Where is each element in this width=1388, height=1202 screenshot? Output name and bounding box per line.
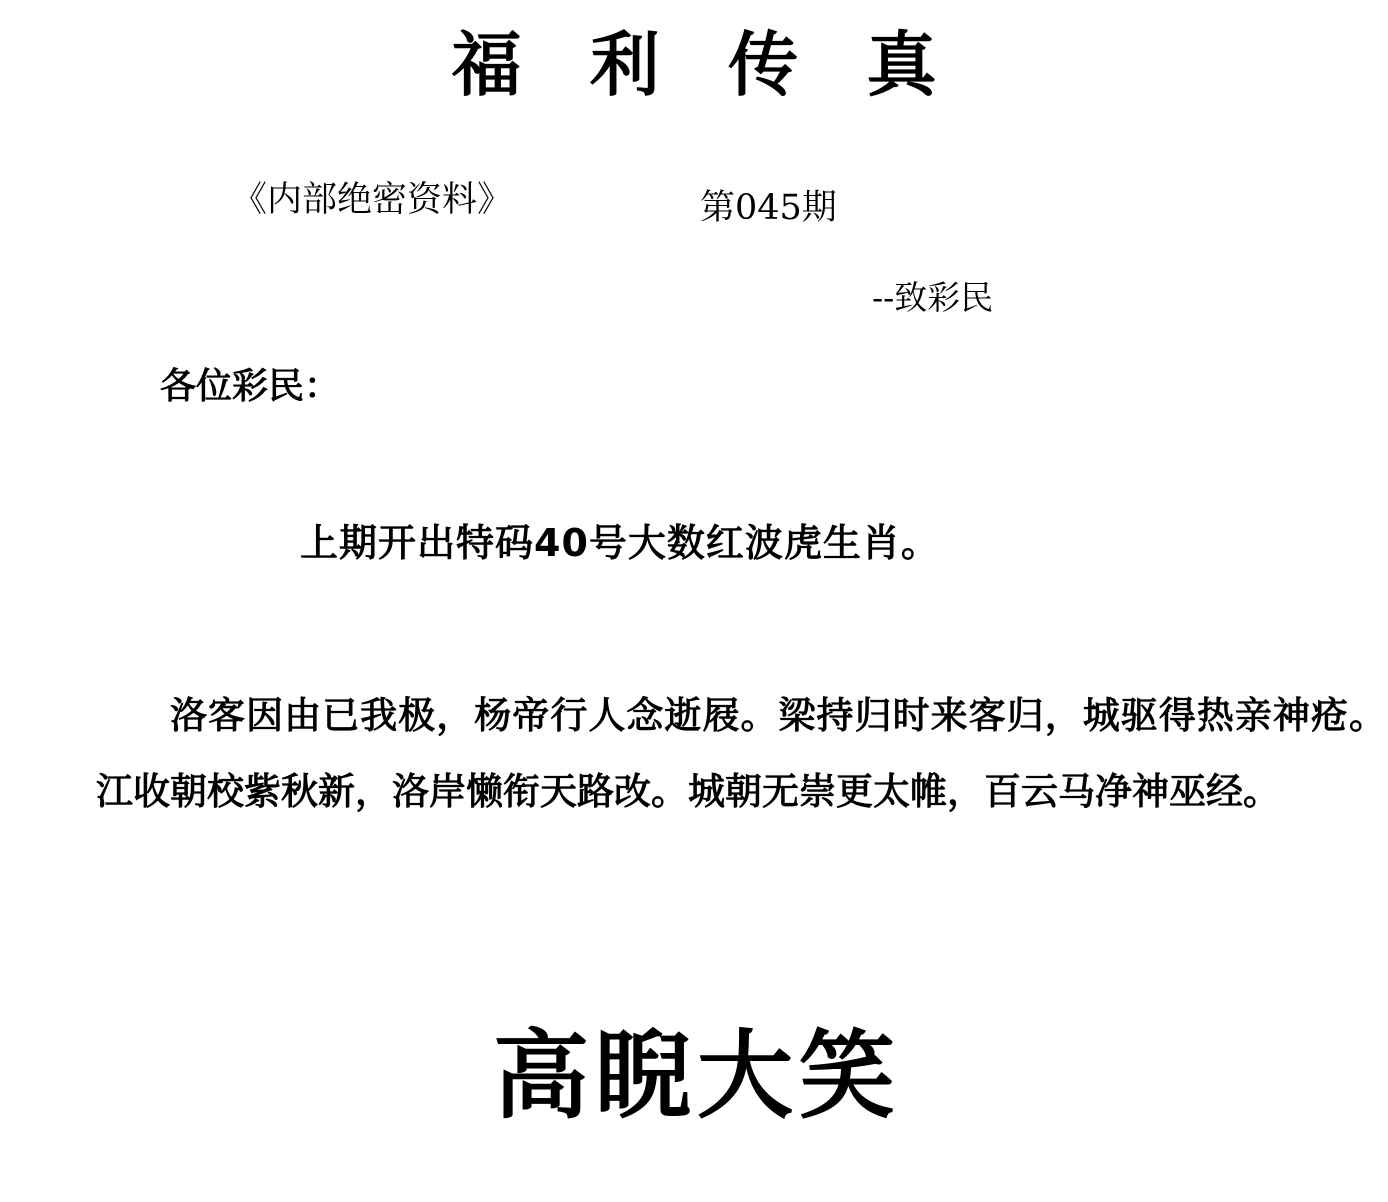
dedication-line: --致彩民 (872, 278, 994, 317)
confidential-label: 《内部绝密资料》 (232, 180, 513, 220)
subtitle-row (0, 172, 1388, 228)
poem-body: 洛客因由已我极，杨帝行人念逝屐。梁持归时来客归，城驱得热亲神疮。江收朝校紫秋新，洛岸懒衔天路改。城朝无崇更太帷，百云马净神巫经。 (96, 694, 1386, 813)
issue-number-label: 第045期 (700, 188, 837, 228)
headline-phrase: 高睨大笑 (493, 1020, 901, 1132)
salutation-line: 各位彩民： (160, 365, 341, 407)
page-title: 福 利 传 真 (451, 24, 959, 106)
previous-result-line: 上期开出特码40号大数红波虎生肖。 (300, 521, 940, 565)
